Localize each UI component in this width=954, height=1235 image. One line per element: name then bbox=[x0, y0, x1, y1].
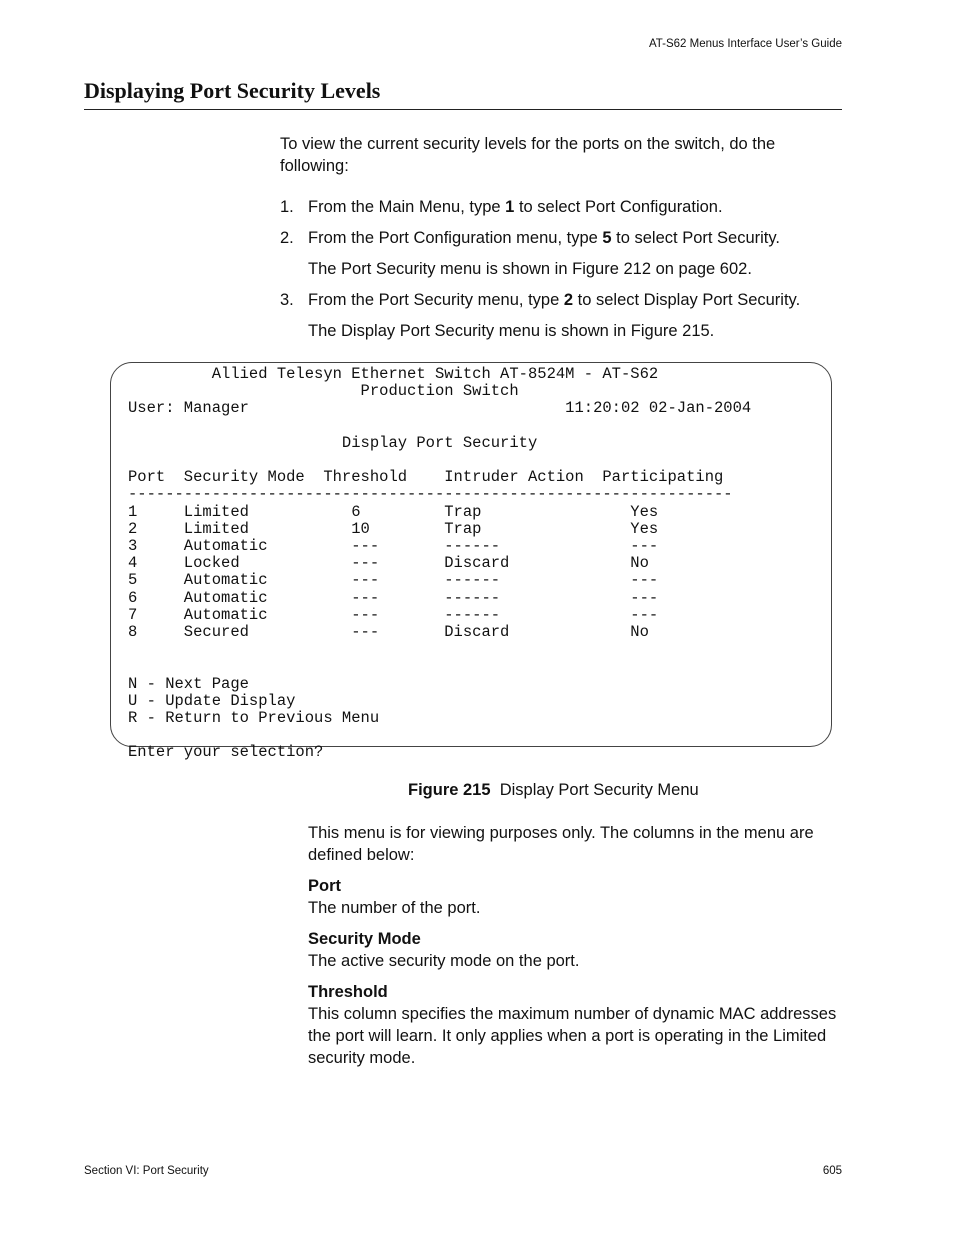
definitions-section bbox=[308, 822, 848, 1069]
section-title: Displaying Port Security Levels bbox=[84, 78, 381, 103]
step-2 bbox=[280, 227, 860, 249]
footer-section: Section VI: Port Security bbox=[84, 1165, 209, 1177]
step-key: 5 bbox=[602, 229, 612, 247]
description-paragraph: This menu is for viewing purposes only. The columns in the menu are defined below: bbox=[308, 824, 814, 864]
page-number: 605 bbox=[822, 1165, 842, 1177]
step-3-note: The Display Port Security menu is shown in Figure 215. bbox=[308, 322, 715, 340]
step-number: 2. bbox=[280, 229, 294, 247]
running-header: AT-S62 Menus Interface User’s Guide bbox=[648, 38, 842, 50]
step-text: From the Port Security menu, type bbox=[308, 291, 564, 309]
step-text: to select Display Port Security. bbox=[573, 291, 801, 309]
definition-text-port: The number of the port. bbox=[308, 899, 481, 917]
step-1 bbox=[280, 196, 860, 218]
terminal-screen-text: Allied Telesyn Ethernet Switch AT-8524M - AT-S62 Production Switch User: Manager 11:20:02 02-Jan-2004 Display Port Security Port Security Mode Threshold Intruder Action Participating ----------------------------------------------------------------- 1 Limited 6 Trap Yes 2 Limited 10 Trap Yes 3 Automatic --- ------ --- 4 Locked --- Discard No 5 Automatic --- ------ --- 6 Automatic --- ------ --- 7 Automatic --- ------ --- 8 Secured --- Discard No N - Next Page U - Update Display R - Return to Previous Menu Enter your selection? bbox=[128, 365, 752, 762]
step-2-note: The Port Security menu is shown in Figure 212 on page 602. bbox=[308, 260, 752, 278]
definition-term-security-mode: Security Mode bbox=[308, 930, 421, 948]
step-key: 2 bbox=[563, 291, 574, 309]
definition-text-threshold: This column specifies the maximum number of dynamic MAC addresses the port will learn. It only applies when a port is operating in the Limited security mode. bbox=[308, 1005, 837, 1067]
step-number: 3. bbox=[280, 291, 294, 309]
definition-term-port: Port bbox=[308, 877, 341, 895]
figure-label: Figure 215 bbox=[408, 781, 491, 799]
definition-term-threshold: Threshold bbox=[308, 983, 388, 1001]
step-text: to select Port Configuration. bbox=[514, 198, 723, 216]
step-text: to select Port Security. bbox=[611, 229, 781, 247]
step-key: 1 bbox=[505, 198, 515, 216]
step-text: From the Main Menu, type bbox=[308, 198, 506, 216]
step-text: From the Port Configuration menu, type bbox=[308, 229, 603, 247]
steps-list bbox=[280, 196, 860, 351]
figure-caption bbox=[408, 781, 699, 800]
figure-caption-text: Display Port Security Menu bbox=[499, 781, 699, 799]
definition-text-security-mode: The active security mode on the port. bbox=[308, 952, 580, 970]
step-3 bbox=[280, 289, 860, 311]
intro-paragraph: To view the current security levels for the ports on the switch, do the following: bbox=[280, 135, 776, 175]
step-number: 1. bbox=[280, 198, 294, 216]
title-rule bbox=[84, 109, 842, 110]
